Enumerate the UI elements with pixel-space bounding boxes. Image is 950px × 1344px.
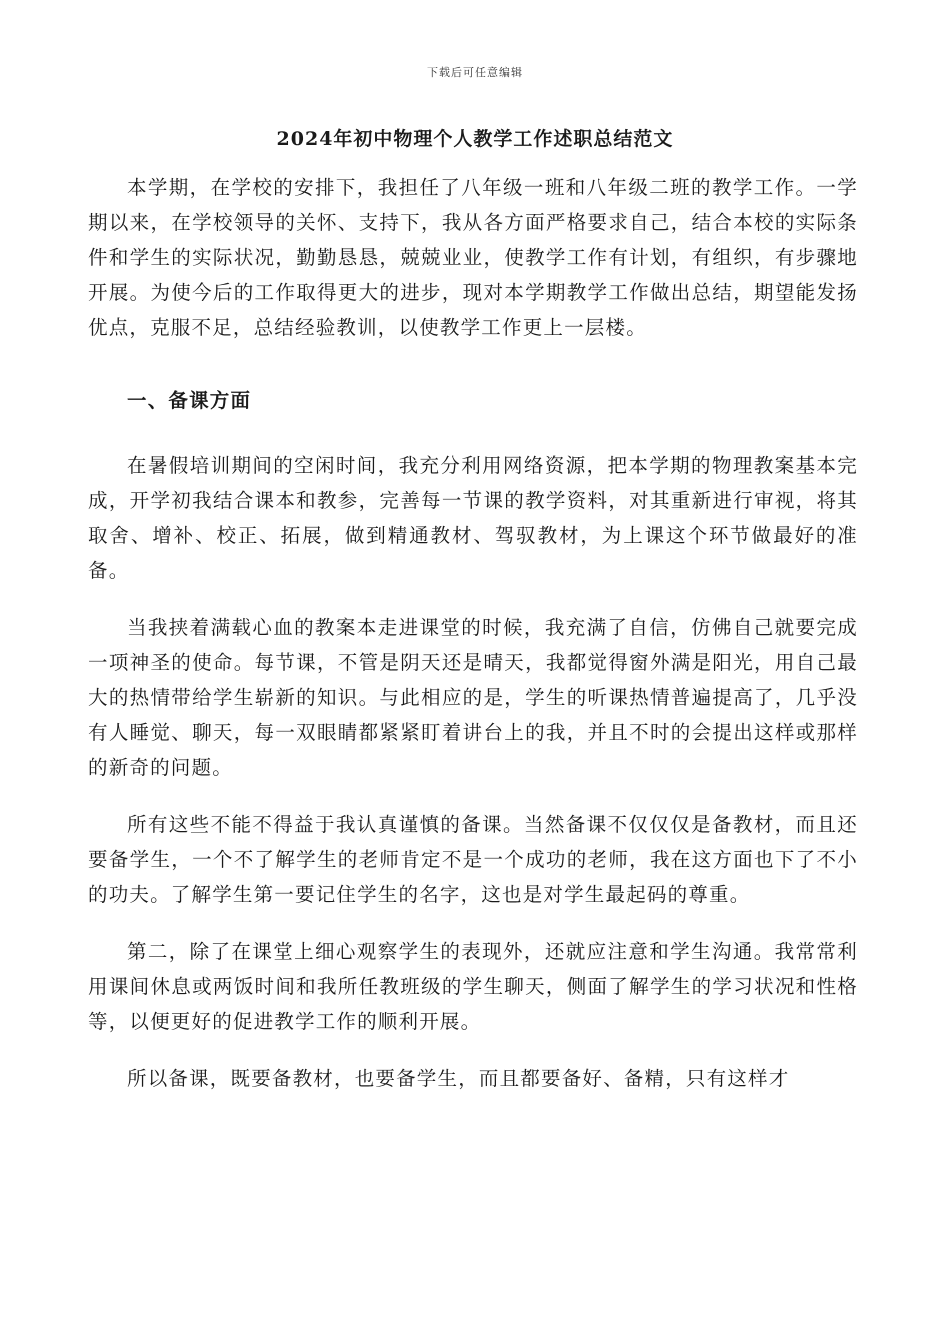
body-paragraph: 在暑假培训期间的空闲时间，我充分利用网络资源，把本学期的物理教案基本完成，开学初我结合课本和教参，完善每一节课的教学资料，对其重新进行审视，将其取舍、增补、校正、拓展，做到精通教材、驾驭教材，为上课这个环节做最好的准备。 [88, 454, 858, 582]
body-paragraph: 所以备课，既要备教材，也要备学生，而且都要备好、备精，只有这样才 [127, 1067, 790, 1090]
body-paragraph: 所有这些不能不得益于我认真谨慎的备课。当然备课不仅仅仅是备教材，而且还要备学生，一个不了解学生的老师肯定不是一个成功的老师，我在这方面也下了不小的功夫。了解学生第一要记住学生的名字，这也是对学生最起码的尊重。 [88, 813, 858, 906]
body-paragraph: 当我挟着满载心血的教案本走进课堂的时候，我充满了自信，仿佛自己就要完成一项神圣的使命。每节课，不管是阴天还是晴天，我都觉得窗外满是阳光，用自己最大的热情带给学生崭新的知识。与此相应的是，学生的听课热情普遍提高了，几乎没有人睡觉、聊天，每一双眼睛都紧紧盯着讲台上的我，并且不时的会提出这样或那样的新奇的问题。 [88, 616, 858, 779]
intro-paragraph: 本学期，在学校的安排下，我担任了八年级一班和八年级二班的教学工作。一学期以来，在学校领导的关怀、支持下，我从各方面严格要求自己，结合本校的实际条件和学生的实际状况，勤勤恳恳，兢兢业业，使教学工作有计划，有组织，有步骤地开展。为使今后的工作取得更大的进步，现对本学期教学工作做出总结，期望能发扬优点，克服不足，总结经验教训，以使教学工作更上一层楼。 [88, 176, 858, 339]
section-heading: 一、备课方面 [127, 389, 252, 412]
header-note: 下载后可任意编辑 [427, 66, 523, 79]
document-title: 2024年初中物理个人教学工作述职总结范文 [276, 128, 674, 150]
body-paragraph: 第二，除了在课堂上细心观察学生的表现外，还就应注意和学生沟通。我常常利用课间休息或两饭时间和我所任教班级的学生聊天，侧面了解学生的学习状况和性格等，以便更好的促进教学工作的顺利开展。 [88, 940, 858, 1033]
document-body [88, 170, 858, 1118]
